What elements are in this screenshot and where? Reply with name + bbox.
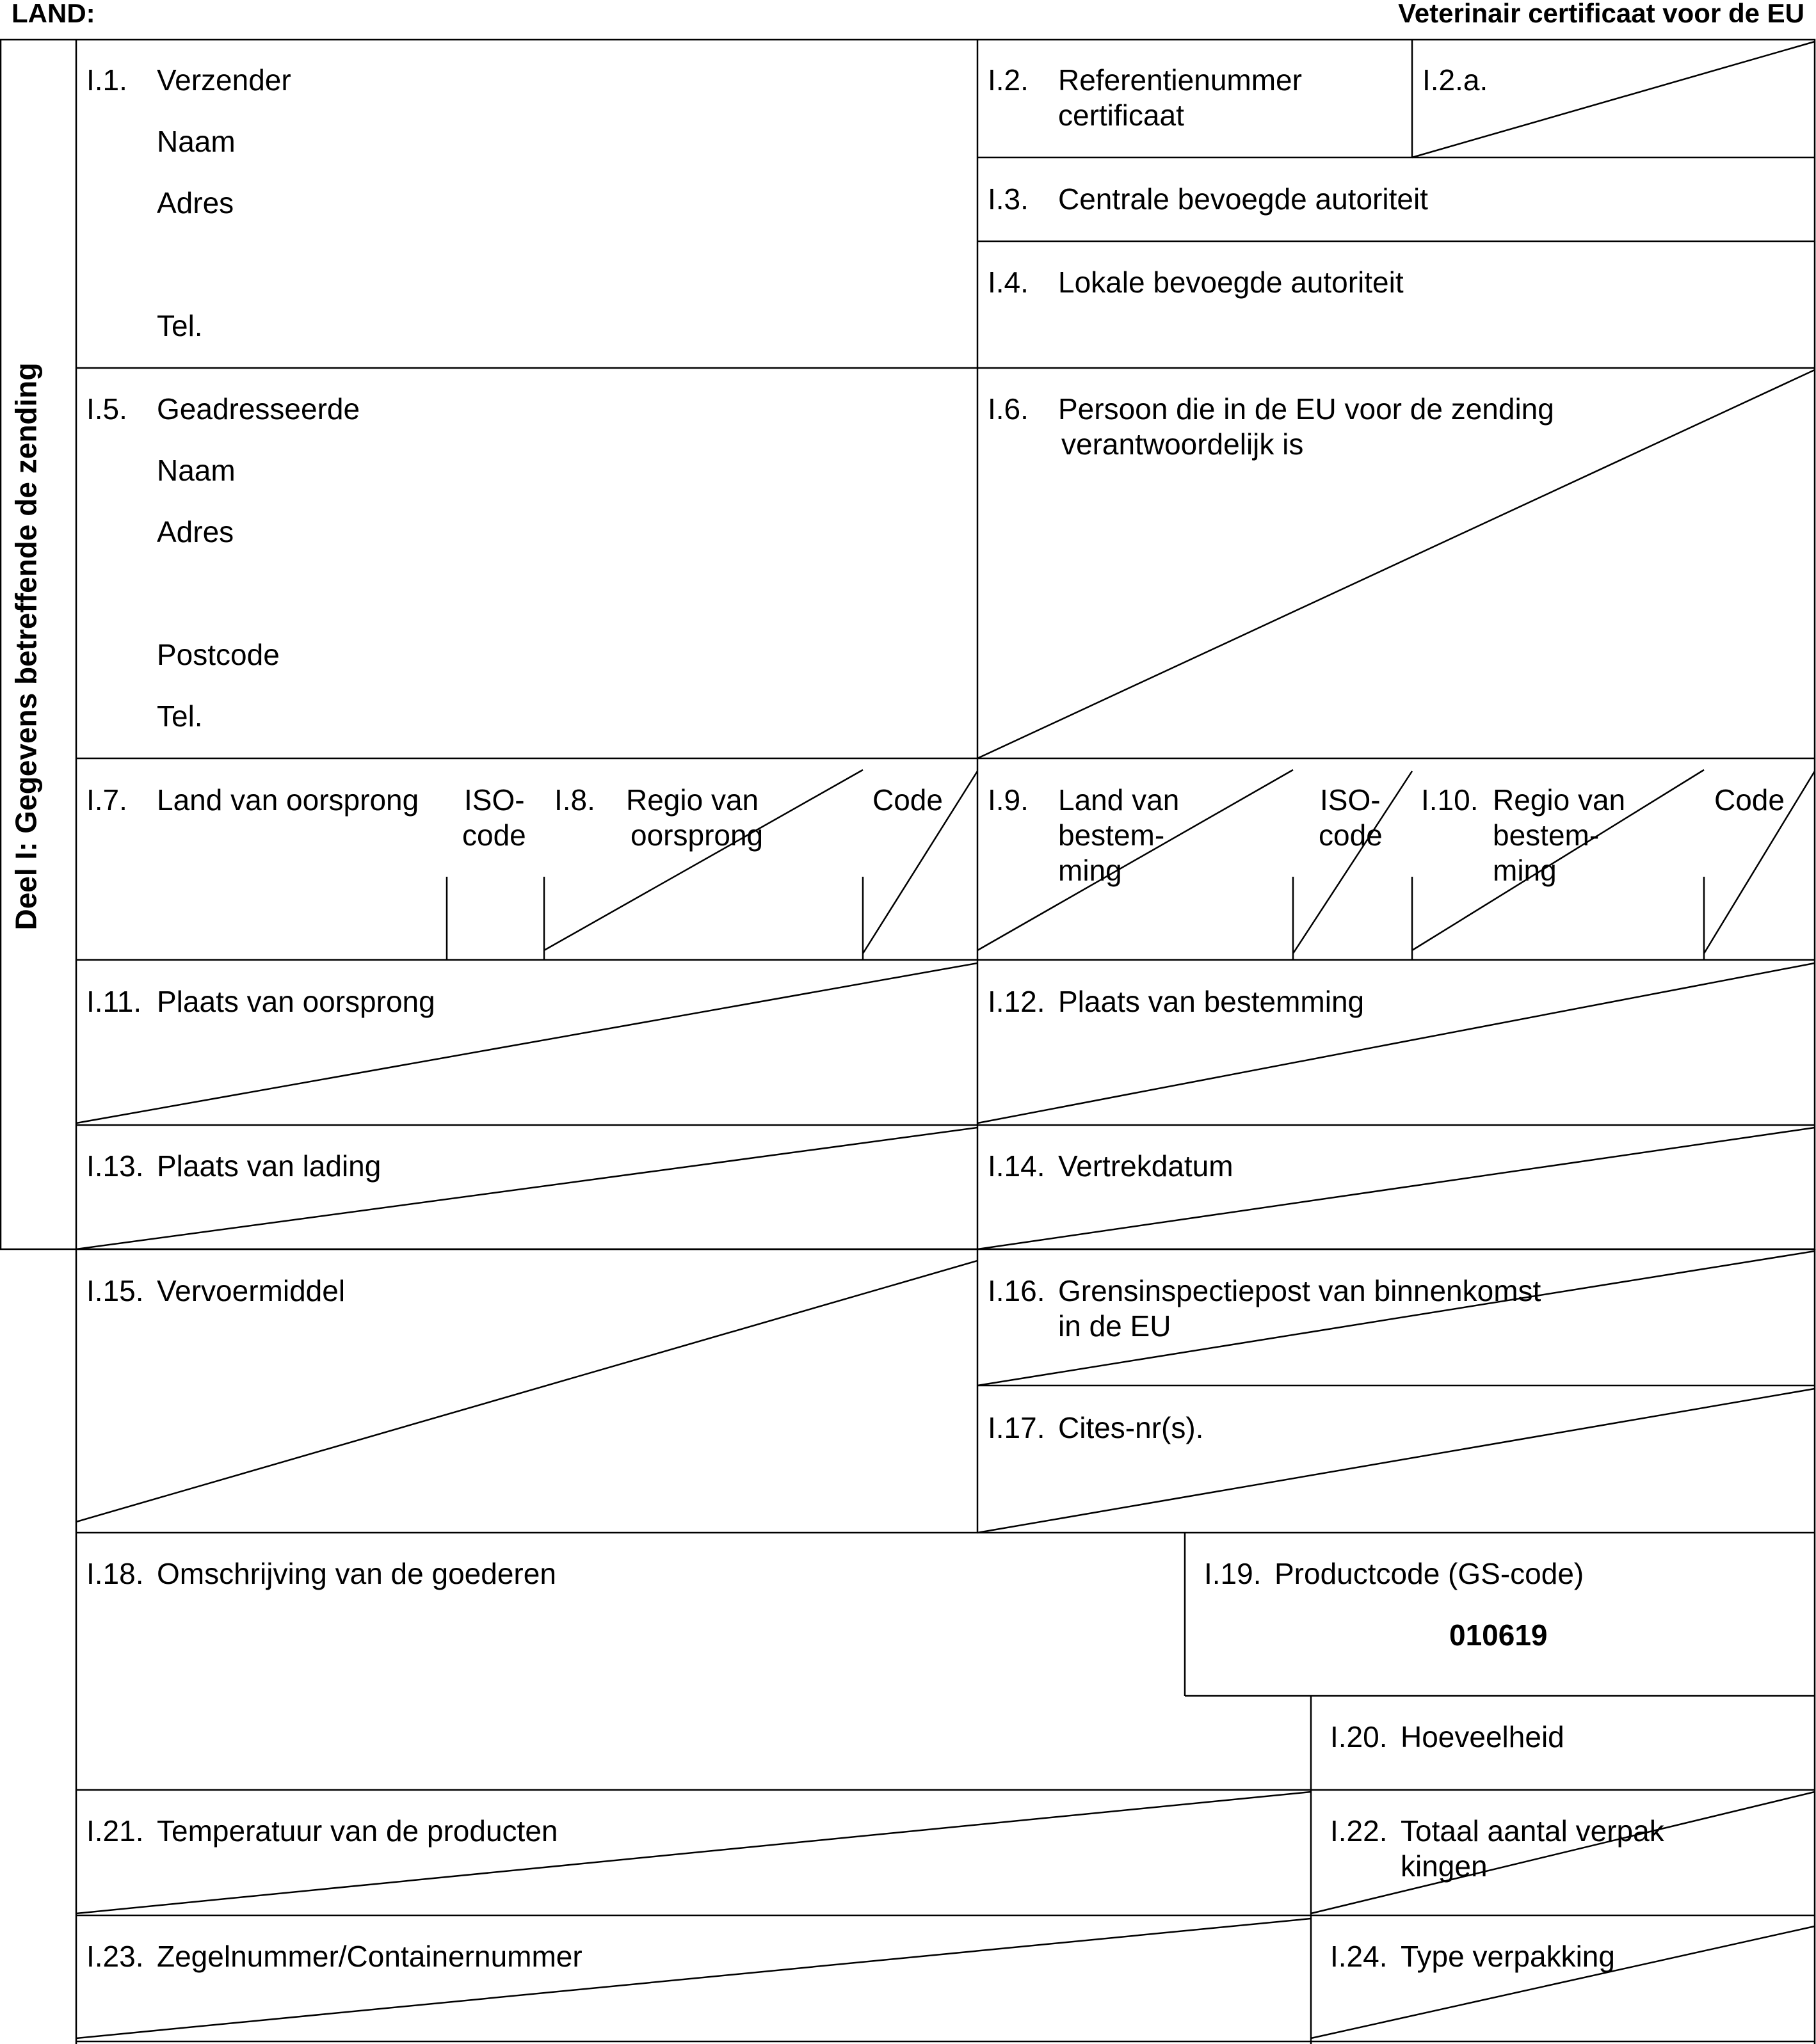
i1-label: Verzender [157,63,291,97]
i14-label: Vertrekdatum [1058,1149,1233,1183]
i12-label: Plaats van bestemming [1058,985,1365,1018]
i6-label-line2: verantwoordelijk is [1061,427,1304,461]
i2-label-line2: certificaat [1058,99,1184,132]
i16-number: I.16. [988,1274,1045,1307]
i20-number: I.20. [1330,1720,1388,1753]
i8-number: I.8. [554,783,595,817]
i17-label: Cites-nr(s). [1058,1411,1204,1444]
i3-number: I.3. [988,182,1029,216]
i15-label: Vervoermiddel [157,1274,346,1307]
i14-number: I.14. [988,1149,1045,1183]
i2a-strike [1412,42,1815,157]
i16-label-line1: Grensinspectiepost van binnenkomst [1058,1274,1541,1307]
i6-label-line1: Persoon die in de EU voor de zending [1058,392,1554,426]
i5-postcode-label: Postcode [157,638,280,671]
i3-label: Centrale bevoegde autoriteit [1058,182,1428,216]
i19-label: Productcode (GS-code) [1274,1557,1584,1590]
i9-label-line2: bestem- [1058,818,1165,852]
i19-number: I.19. [1204,1557,1262,1590]
i7-number: I.7. [86,783,127,817]
i5-phone-label: Tel. [157,699,203,733]
i19-product-code-value: 010619 [1449,1618,1548,1652]
i12-number: I.12. [988,985,1045,1018]
i16-label-line2: in de EU [1058,1309,1171,1343]
i11-number: I.11. [86,985,142,1018]
i21-label: Temperatuur van de producten [157,1814,558,1848]
i8-code-label: Code [872,783,943,817]
i10-label-line3: ming [1493,854,1557,887]
i1-number: I.1. [86,63,127,97]
i15-number: I.15. [86,1274,144,1307]
i1-phone-label: Tel. [157,309,203,342]
i9-iso-line2: code [1319,818,1383,852]
i23-number: I.23. [86,1940,144,1973]
i22-label-line2: kingen [1401,1849,1488,1883]
i2-label-line1: Referentienummer [1058,63,1302,97]
i7-label: Land van oorsprong [157,783,419,817]
i6-number: I.6. [988,392,1029,426]
i18-number: I.18. [86,1557,144,1590]
i24-label: Type verpakking [1401,1940,1615,1973]
i20-label: Hoeveelheid [1401,1720,1564,1753]
i10-label-line2: bestem- [1493,818,1600,852]
i5-number: I.5. [86,392,127,426]
i10-number: I.10. [1421,783,1479,817]
i22-label-line1: Totaal aantal verpak [1401,1814,1664,1848]
i2-number: I.2. [988,63,1029,97]
i13-label: Plaats van lading [157,1149,382,1183]
i11-label: Plaats van oorsprong [157,985,435,1018]
i1-address-label: Adres [157,186,234,220]
i5-name-label: Naam [157,454,236,487]
i24-number: I.24. [1330,1940,1388,1973]
i9-number: I.9. [988,783,1029,817]
i5-label: Geadresseerde [157,392,360,426]
i9-label-line3: ming [1058,854,1122,887]
country-label: LAND: [12,0,95,28]
i1-name-label: Naam [157,125,236,158]
i2a-number: I.2.a. [1422,63,1488,97]
i17-number: I.17. [988,1411,1045,1444]
i8-label-line2: oorsprong [631,818,764,852]
i9-iso-line1: ISO- [1320,783,1381,817]
i7-iso-line2: code [462,818,526,852]
i9-label-line1: Land van [1058,783,1180,817]
i5-address-label: Adres [157,515,234,548]
i23-label: Zegelnummer/Containernummer [157,1940,583,1973]
part-one-title: Deel I: Gegevens betreffende de zending [9,362,43,930]
i22-number: I.22. [1330,1814,1388,1848]
i4-label: Lokale bevoegde autoriteit [1058,266,1404,299]
i13-number: I.13. [86,1149,144,1183]
i18-label: Omschrijving van de goederen [157,1557,556,1590]
i21-number: I.21. [86,1814,144,1848]
i7-iso-line1: ISO- [464,783,525,817]
certificate-title: Veterinair certificaat voor de EU [1398,0,1804,28]
i4-number: I.4. [988,266,1029,299]
i8-label-line1: Regio van [626,783,759,817]
i10-code-label: Code [1714,783,1785,817]
i10-label-line1: Regio van [1493,783,1626,817]
